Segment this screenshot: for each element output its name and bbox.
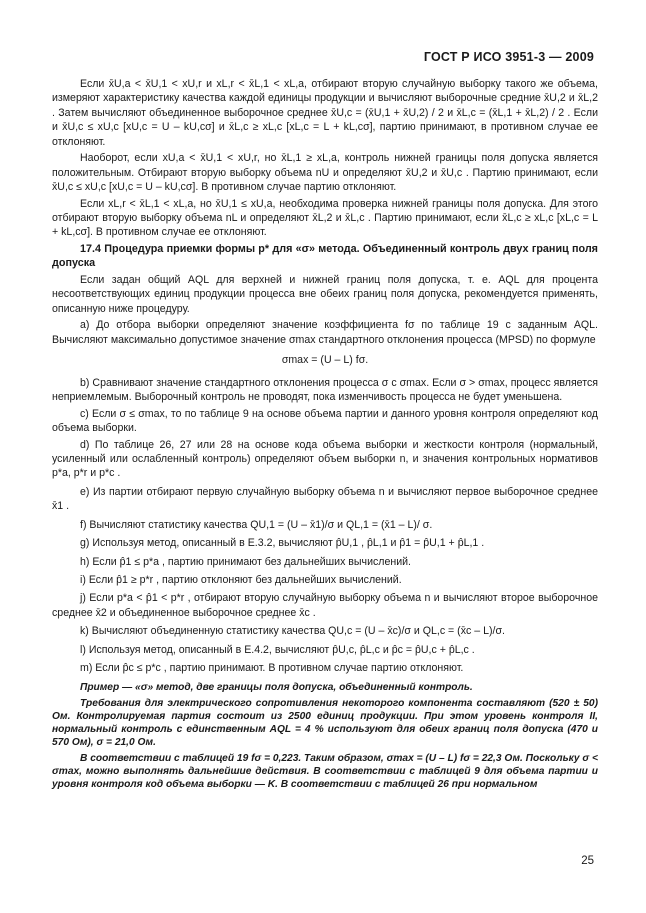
- step-d: d) По таблице 26, 27 или 28 на основе кода объема выборки и жесткости контроля (нормальный, усиленный или ослабленный контроль) определяют объем выборки n, и значения контрольных нормативов p*a, p*r и p*c .: [52, 438, 598, 480]
- example-table-19: В соответствии с таблицей 19 fσ = 0,223. Таким образом, σmax = (U – L) fσ = 22,3 Ом. Поскольку σ < σmax, можно выполнять дальнейшие действия. В соответствии с таблицей 9 для объема партии и уровня контроля код объема выборки — K. В соответствии с таблицей 26 при нормальном: [52, 752, 598, 791]
- paragraph-lower-only: Если xL,r < x̄L,1 < xL,a, но x̄U,1 ≤ xU,a, необходима проверка нижней границы поля допуска. Для этого отбирают вторую выборку объема nL и определяют x̄L,2 и x̄L,c . Партию принимают, если x̄L,c ≥ xL,c [xL,c = L + kL,cσ]. В противном случае ее отклоняют.: [52, 197, 598, 239]
- example-requirements: Требования для электрического сопротивления некоторого компонента составляют (520 ± 50) Ом. Контролируемая партия состоит из 2500 единиц продукции. При этом уровень контроля II, нормальный контроль с единственным AQL = 4 % используют для обеих границ поля допуска (470 и 570 Ом), σ = 21,0 Ом.: [52, 697, 598, 749]
- step-f: f) Вычисляют статистику качества QU,1 = (U – x̄1)/σ и QL,1 = (x̄1 – L)/ σ.: [80, 518, 433, 531]
- section-heading-17-4: 17.4 Процедура приемки формы p* для «σ» метода. Объединенный контроль двух границ поля допуска: [52, 243, 598, 270]
- step-a: а) До отбора выборки определяют значение коэффициента fσ по таблице 19 с заданным AQL. Вычисляют максимально допустимое значение σmax стандартного отклонения процесса (MPSD) по формуле: [52, 319, 598, 346]
- step-l: l) Используя метод, описанный в Е.4.2, вычисляют p̂U,c, p̂L,c и p̂c = p̂U,c + p̂L,c .: [80, 643, 475, 656]
- paragraph-second-sample-both: Если x̄U,a < x̄U,1 < xU,r и xL,r < x̄L,1 < xL,a, отбирают вторую случайную выборку такого же объема, измеряют характеристику качества каждой единицы продукции и вычисляют выборочные средние x̄U,2 и x̄L,2 . Затем вычисляют объединенное выборочное среднее x̄U,c = (x̄U,1 + x̄U,2) / 2 и x̄L,c = (x̄L,1 + x̄L,2) / 2 . Если и x̄U,c ≤ xU,c [xU,c = U – kU,cσ] и x̄L,c ≥ xL,c [xL,c = L + kL,cσ], партию принимают, в противном случае ее отклоняют.: [52, 78, 598, 148]
- step-h: h) Если p̂1 ≤ p*a , партию принимают без дальнейших вычислений.: [80, 555, 411, 568]
- paragraph-common-aql: Если задан общий AQL для верхней и нижней границ поля допуска, т. е. AQL для процента несоответствующих единиц продукции процесса вне обеих границ поля допуска, рекомендуется применять, описанную ниже процедуру.: [52, 274, 598, 315]
- step-j: j) Если p*a < p̂1 < p*r , отбирают вторую случайную выборку объема n и вычисляют второе выборочное среднее x̄2 и объединенное выборочное среднее x̄c .: [52, 592, 598, 619]
- step-c: c) Если σ ≤ σmax, то по таблице 9 на основе объема партии и данного уровня контроля определяют код объема выборки.: [52, 407, 598, 435]
- step-m: m) Если p̂c ≤ p*c , партию принимают. В противном случае партию отклоняют.: [80, 661, 464, 674]
- example-title: Пример — «σ» метод, две границы поля допуска, объединенный контроль.: [80, 682, 473, 694]
- step-g: g) Используя метод, описанный в Е.3.2, вычисляют p̂U,1 , p̂L,1 и p̂1 = p̂U,1 + p̂L,1 .: [80, 537, 485, 550]
- step-k: k) Вычисляют объединенную статистику качества QU,c = (U – x̄c)/σ и QL,c = (x̄c – L)/σ.: [80, 625, 505, 638]
- paragraph-upper-only: Наоборот, если xU,a < x̄U,1 < xU,r, но x̄L,1 ≥ xL,a, контроль нижней границы поля допуска является положительным. Отбирают вторую выборку объема nU и определяют x̄U,2 и x̄U,c . Партию принимают, если x̄U,c ≤ xU,c [xU,c = U – kU,cσ]. В противном случае партию отклоняют.: [52, 152, 598, 194]
- formula-sigma-max: σmax = (U – L) fσ.: [281, 354, 369, 367]
- step-b: b) Сравнивают значение стандартного отклонения процесса σ с σmax. Если σ > σmax, процесс является неприемлемым. Выборочный контроль не проводят, пока изменчивость процесса не будет уменьшена.: [52, 376, 598, 404]
- document-header: ГОСТ Р ИСО 3951-3 — 2009: [423, 50, 594, 64]
- page-number: 25: [581, 855, 594, 867]
- step-e: e) Из партии отбирают первую случайную выборку объема n и вычисляют первое выборочное среднее x̄1 .: [52, 485, 598, 513]
- step-i: i) Если p̂1 ≥ p*r , партию отклоняют без дальнейших вычислений.: [80, 573, 402, 586]
- page-body: [52, 77, 598, 794]
